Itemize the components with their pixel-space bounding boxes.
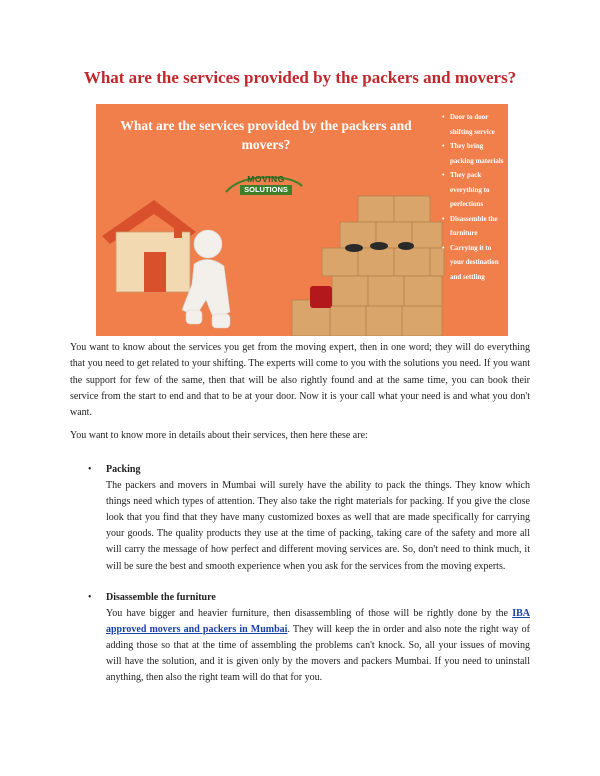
bullet-marker: • — [88, 592, 92, 603]
banner-service-item: • They pack everything to perfections — [442, 168, 506, 212]
bullet-text-before: You have bigger and heavier furniture, then disassembling of those will be rightly done by the — [106, 608, 513, 620]
bullet-text: The packers and movers in Mumbai will surely have the ability to pack the things. They know which things need which types of attention. They also take the right materials for packing. If you give the close look that you find that they have many customized boxes as well that are made specifically for carrying your goods. The quality products they use at the time of packing, taking care of the safety and more all will carry the message of how perfect and different moving services are. So, don't need to think much, it will be sure the best and smooth experience when you ask for the services from the moving experts. — [106, 480, 530, 572]
iba-approved-movers-link[interactable]: IBA approved movers and packers in Mumbai — [106, 608, 530, 636]
bullet-packing — [70, 462, 530, 575]
banner-services-list — [442, 110, 506, 284]
banner-service-item: • They bring packing materials — [442, 139, 506, 168]
intro-paragraph: You want to know about the services you get from the moving expert, then in one word; they will do everything that you need to get related to your shifting. The experts will come to you with the solutions you need. If you want the support for few of the same, then that will be also rightly found and at the same time, you can book their service from the start to end and that to be at your door. Now it is your call what your need is and what you don't want. — [70, 342, 530, 419]
bullet-title: Disassemble the furniture — [106, 592, 216, 603]
bullet-text — [106, 606, 530, 686]
moving-solutions-logo — [232, 174, 300, 196]
bullet-marker: • — [88, 464, 92, 475]
services-bullet-list — [70, 462, 530, 575]
banner-service-item: • Door to door shifting service — [442, 110, 506, 139]
logo-bottom-text: SOLUTIONS — [240, 185, 292, 195]
logo-top-text: MOVING — [247, 174, 285, 184]
banner-service-item: • Disassemble the furniture — [442, 212, 506, 241]
bullet-title: Packing — [106, 464, 141, 475]
services-bullet-list-2 — [70, 590, 530, 687]
services-banner-image — [96, 104, 508, 336]
bullet-disassemble — [70, 590, 530, 687]
lead-paragraph: You want to know more in details about their services, then here these are: — [70, 430, 368, 441]
banner-heading: What are the services provided by the packers and movers? — [120, 118, 412, 152]
page-title: What are the services provided by the packers and movers? — [83, 68, 517, 87]
banner-service-item: • Carrying it to your destination and settling — [442, 241, 506, 285]
bullet-text-after: . They will keep the in order and also note the right way of adding those so that at the time of assembling the problems can't knock. So, all your issues of moving will have the solution, and it is given only by the movers and packers Mumbai. If you need to uninstall anything, then also the right team will do that for you. — [106, 624, 530, 684]
